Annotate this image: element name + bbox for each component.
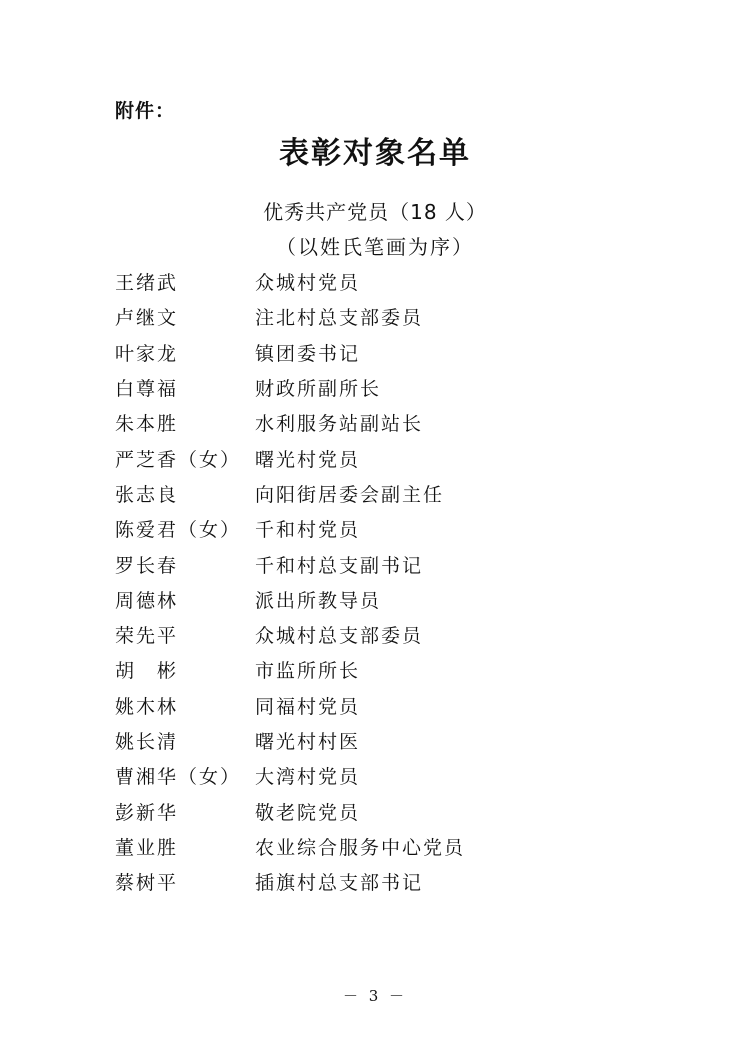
list-item: [115, 829, 675, 864]
list-item: [115, 476, 675, 511]
member-title: 千和村党员: [255, 519, 361, 542]
member-name: 朱本胜: [115, 413, 179, 436]
list-item: [115, 299, 675, 334]
member-name: 彭新华: [115, 801, 179, 824]
member-name: 曹湘华（女）: [115, 766, 242, 789]
list-item: [115, 723, 675, 758]
member-title: 注北村总支部委员: [255, 307, 424, 330]
member-title: 千和村总支副书记: [255, 554, 424, 577]
list-item: [115, 440, 675, 475]
member-name: 董业胜: [115, 836, 179, 859]
list-item: [115, 370, 675, 405]
member-name: 胡 彬: [115, 660, 179, 683]
member-name: 荣先平: [115, 625, 179, 648]
member-name: 白尊福: [115, 378, 179, 401]
list-item: [115, 405, 675, 440]
list-item: [115, 652, 675, 687]
list-item: [115, 582, 675, 617]
list-item: [115, 758, 675, 793]
member-name: 严芝香（女）: [115, 448, 242, 471]
list-item: [115, 864, 675, 899]
member-title: 曙光村村医: [255, 731, 361, 753]
member-name: 姚木林: [115, 695, 179, 718]
member-name: 王绪武: [115, 272, 179, 295]
list-item: [115, 688, 675, 723]
member-title: 派出所教导员: [255, 589, 382, 612]
list-item: [115, 264, 675, 299]
member-title: 向阳街居委会副主任: [255, 483, 445, 506]
list-item: [115, 546, 675, 581]
member-name: 姚长清: [115, 731, 179, 753]
member-title: 水利服务站副站长: [255, 413, 424, 436]
member-title: 同福村党员: [255, 695, 361, 718]
section-title: 优秀共产党员（18 人）: [263, 200, 487, 224]
member-name: 陈爱君（女）: [115, 519, 242, 542]
member-title: 众城村总支部委员: [255, 625, 424, 648]
member-name: 叶家龙: [115, 342, 179, 365]
member-list: [115, 264, 675, 899]
member-title: 众城村党员: [255, 272, 361, 295]
list-item: [115, 793, 675, 828]
member-title: 市监所所长: [255, 660, 361, 683]
document-title: 表彰对象名单: [279, 136, 471, 171]
page-number: － 3 －: [342, 987, 408, 1005]
list-item: [115, 511, 675, 546]
attachment-label: 附件：: [115, 100, 176, 122]
member-name: 卢继文: [115, 307, 179, 330]
member-title: 插旗村总支部书记: [255, 872, 424, 895]
section-subtitle: （以姓氏笔画为序）: [276, 235, 474, 259]
member-title: 镇团委书记: [255, 342, 361, 365]
member-name: 张志良: [115, 483, 179, 506]
member-name: 蔡树平: [115, 872, 179, 895]
list-item: [115, 335, 675, 370]
member-title: 农业综合服务中心党员: [255, 836, 466, 859]
member-title: 财政所副所长: [255, 378, 382, 401]
member-title: 曙光村党员: [255, 448, 361, 471]
member-title: 大湾村党员: [255, 766, 361, 789]
list-item: [115, 617, 675, 652]
member-name: 罗长春: [115, 554, 179, 577]
member-name: 周德林: [115, 589, 179, 612]
member-title: 敬老院党员: [255, 801, 361, 824]
